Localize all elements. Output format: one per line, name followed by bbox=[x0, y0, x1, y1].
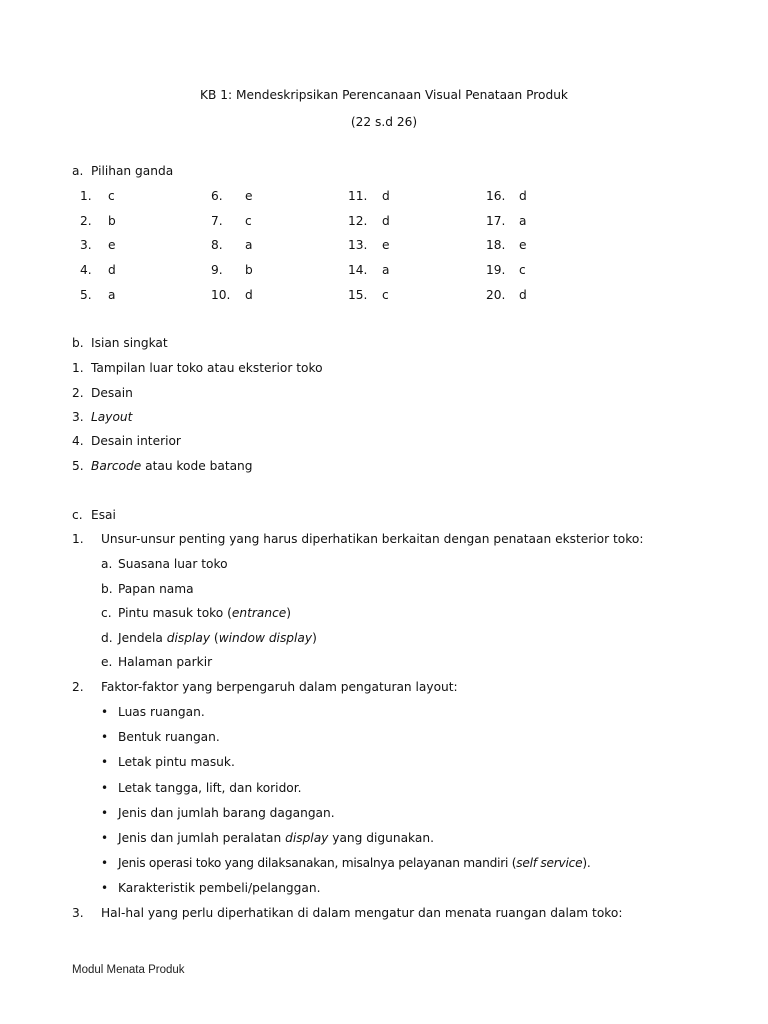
short-answer-item bbox=[91, 386, 133, 400]
answer-number: 20. bbox=[486, 288, 506, 302]
answer-number: 14. bbox=[348, 263, 368, 277]
italic-run: display bbox=[166, 631, 211, 645]
answer-value: d bbox=[108, 263, 116, 277]
bullet-text bbox=[118, 781, 302, 795]
essay-question: Faktor-faktor yang berpengaruh dalam pengaturan layout: bbox=[101, 680, 458, 694]
short-answer-item bbox=[91, 434, 181, 448]
text-run: Jenis operasi toko yang dilaksanakan, misalnya pelayanan mandiri ( bbox=[118, 856, 517, 870]
italic-run: entrance bbox=[231, 606, 287, 620]
subitem-text bbox=[118, 655, 212, 669]
text-run: Karakteristik pembeli/pelanggan. bbox=[118, 881, 321, 895]
subitem-text bbox=[118, 582, 194, 596]
bullet-text bbox=[118, 755, 235, 769]
section-heading: Esai bbox=[91, 508, 116, 522]
answer-value: d bbox=[519, 189, 527, 203]
text-run: ( bbox=[210, 631, 219, 645]
answer-number: 1. bbox=[80, 189, 92, 203]
answer-value: d bbox=[382, 214, 390, 228]
text-run: Pintu masuk toko ( bbox=[118, 606, 232, 620]
answer-value: b bbox=[108, 214, 116, 228]
essay-number: 3. bbox=[72, 906, 84, 920]
section-letter: a. bbox=[72, 164, 84, 178]
text-run: Luas ruangan. bbox=[118, 705, 205, 719]
section-heading: Isian singkat bbox=[91, 336, 168, 350]
text-run: Jenis dan jumlah peralatan bbox=[118, 831, 286, 845]
answer-value: a bbox=[108, 288, 116, 302]
bullet-icon: • bbox=[101, 705, 109, 719]
answer-value: c bbox=[245, 214, 252, 228]
text-run: Jendela bbox=[118, 631, 167, 645]
text-run: Suasana luar toko bbox=[118, 557, 228, 571]
item-number: 5. bbox=[72, 459, 84, 473]
bullet-text bbox=[118, 730, 220, 744]
section-letter: b. bbox=[72, 336, 84, 350]
text-run: Jenis dan jumlah barang dagangan. bbox=[118, 806, 335, 820]
item-number: 1. bbox=[72, 361, 84, 375]
answer-value: b bbox=[245, 263, 253, 277]
bullet-text bbox=[118, 881, 320, 895]
answer-value: e bbox=[245, 189, 253, 203]
bullet-icon: • bbox=[101, 730, 109, 744]
bullet-icon: • bbox=[101, 831, 109, 845]
item-number: 3. bbox=[72, 410, 84, 424]
bullet-text bbox=[118, 806, 335, 820]
text-run: Letak tangga, lift, dan koridor. bbox=[118, 781, 302, 795]
bullet-text bbox=[118, 856, 590, 870]
bullet-icon: • bbox=[101, 856, 109, 870]
answer-number: 18. bbox=[486, 238, 506, 252]
item-text: atau kode batang bbox=[141, 459, 253, 473]
bullet-icon: • bbox=[101, 781, 109, 795]
item-italic-text: Layout bbox=[91, 410, 133, 424]
section-heading: Pilihan ganda bbox=[91, 164, 174, 178]
italic-run: self service bbox=[516, 856, 583, 870]
answer-number: 19. bbox=[486, 263, 506, 277]
answer-value: e bbox=[382, 238, 390, 252]
subitem-letter: c. bbox=[101, 606, 112, 620]
section-letter: c. bbox=[72, 508, 83, 522]
text-run: yang digunakan. bbox=[328, 831, 434, 845]
page-footer: Modul Menata Produk bbox=[72, 964, 185, 976]
answer-value: a bbox=[245, 238, 253, 252]
answer-value: d bbox=[382, 189, 390, 203]
bullet-icon: • bbox=[101, 806, 109, 820]
bullet-icon: • bbox=[101, 755, 109, 769]
answer-number: 9. bbox=[211, 263, 223, 277]
answer-number: 13. bbox=[348, 238, 368, 252]
answer-value: a bbox=[519, 214, 527, 228]
page-subtitle: (22 s.d 26) bbox=[350, 115, 418, 129]
text-run: Letak pintu masuk. bbox=[118, 755, 235, 769]
subitem-text bbox=[118, 557, 228, 571]
answer-number: 17. bbox=[486, 214, 506, 228]
essay-question: Unsur-unsur penting yang harus diperhatikan berkaitan dengan penataan eksterior toko: bbox=[101, 532, 644, 546]
answer-number: 8. bbox=[211, 238, 223, 252]
answer-number: 15. bbox=[348, 288, 368, 302]
answer-value: d bbox=[519, 288, 527, 302]
answer-value: c bbox=[382, 288, 389, 302]
italic-run: display bbox=[285, 831, 329, 845]
text-run: Bentuk ruangan. bbox=[118, 730, 220, 744]
answer-number: 3. bbox=[80, 238, 92, 252]
italic-run: window display bbox=[218, 631, 313, 645]
text-run: ) bbox=[286, 606, 292, 620]
text-run: Papan nama bbox=[118, 582, 194, 596]
answer-value: a bbox=[382, 263, 390, 277]
answer-value: d bbox=[245, 288, 253, 302]
answer-value: c bbox=[108, 189, 115, 203]
essay-number: 1. bbox=[72, 532, 84, 546]
answer-value: c bbox=[519, 263, 526, 277]
essay-question: Hal-hal yang perlu diperhatikan di dalam mengatur dan menata ruangan dalam toko: bbox=[101, 906, 623, 920]
subitem-letter: a. bbox=[101, 557, 113, 571]
essay-number: 2. bbox=[72, 680, 84, 694]
subitem-letter: b. bbox=[101, 582, 113, 596]
bullet-text bbox=[118, 705, 205, 719]
answer-number: 5. bbox=[80, 288, 92, 302]
short-answer-item bbox=[91, 361, 323, 375]
bullet-text bbox=[118, 831, 434, 845]
page-title: KB 1: Mendeskripsikan Perencanaan Visual Penataan Produk bbox=[200, 88, 568, 102]
item-text: Tampilan luar toko atau eksterior toko bbox=[91, 361, 323, 375]
text-run: ). bbox=[582, 856, 591, 870]
short-answer-item bbox=[91, 459, 253, 473]
answer-number: 11. bbox=[348, 189, 368, 203]
answer-value: e bbox=[108, 238, 116, 252]
item-text: Desain bbox=[91, 386, 133, 400]
text-run: Halaman parkir bbox=[118, 655, 213, 669]
answer-number: 6. bbox=[211, 189, 223, 203]
bullet-icon: • bbox=[101, 881, 109, 895]
item-text: Desain interior bbox=[91, 434, 181, 448]
item-number: 4. bbox=[72, 434, 84, 448]
subitem-letter: d. bbox=[101, 631, 113, 645]
text-run: ) bbox=[312, 631, 317, 645]
answer-number: 2. bbox=[80, 214, 92, 228]
answer-value: e bbox=[519, 238, 527, 252]
short-answer-item bbox=[91, 410, 132, 424]
answer-number: 10. bbox=[211, 288, 231, 302]
answer-number: 12. bbox=[348, 214, 368, 228]
item-italic-text: Barcode bbox=[91, 459, 142, 473]
answer-number: 7. bbox=[211, 214, 223, 228]
answer-number: 16. bbox=[486, 189, 506, 203]
item-number: 2. bbox=[72, 386, 84, 400]
subitem-text bbox=[118, 631, 317, 645]
subitem-letter: e. bbox=[101, 655, 113, 669]
subitem-text bbox=[118, 606, 291, 620]
answer-number: 4. bbox=[80, 263, 92, 277]
